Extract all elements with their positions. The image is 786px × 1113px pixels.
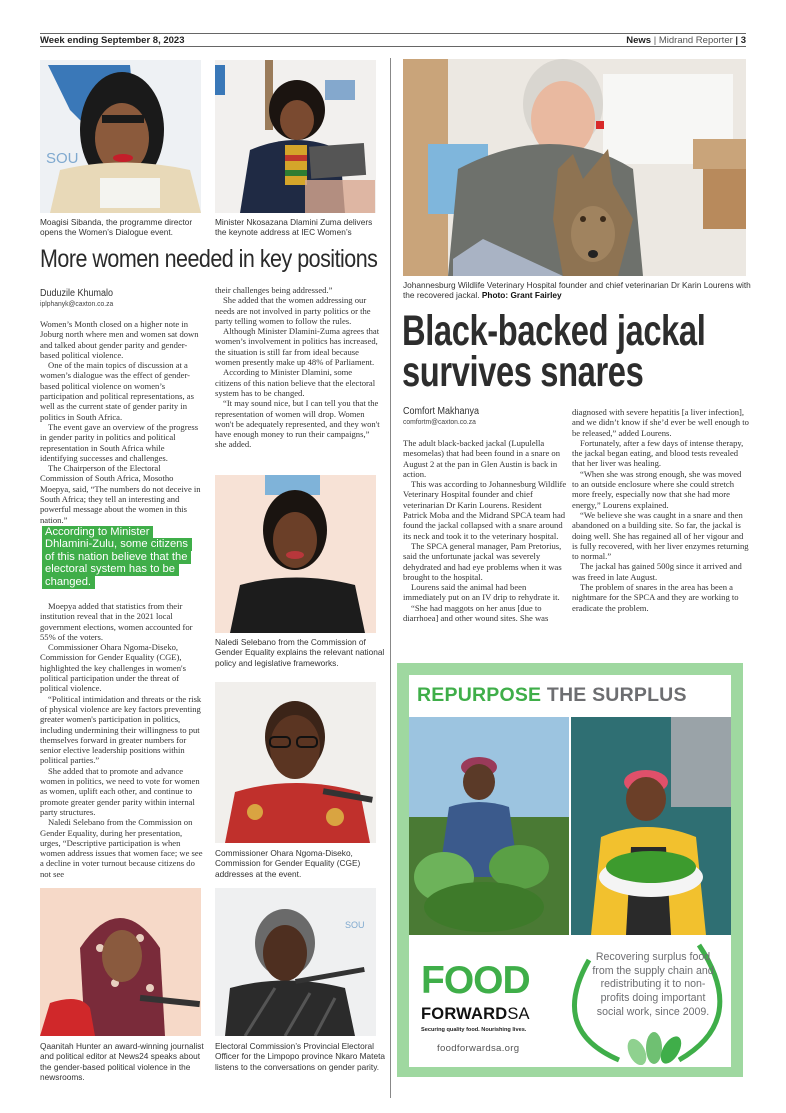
svg-text:SOU: SOU	[46, 150, 79, 167]
column-divider	[390, 58, 391, 1098]
photo-caption: Minister Nkosazana Dlamini Zuma delivers the keynote address at IEC Women’s	[215, 217, 373, 238]
food-forward-logo: FOOD	[421, 959, 530, 1002]
paragraph: Commissioner Ohara Ngoma-Diseko, Commission for Gender Equality (CGE), highlighted the key challenges in women's political participation under the threat of political violence.	[40, 642, 186, 694]
paragraph: Moepya added that statistics from their institution reveal that in the 2021 local government elections, women accounted for 55% of the voters.	[40, 601, 193, 642]
page-folio: News | Midrand Reporter | 3	[626, 34, 746, 46]
author-byline: Duduzile Khumalo	[40, 288, 114, 299]
food-forward-wordmark: FORWARDSA	[421, 1005, 530, 1023]
photo-caption: Commissioner Ohara Ngoma-Diseko, Commission for Gender Equality (CGE) addresses at the event.	[215, 848, 361, 879]
photo-ohara-ngoma-diseko	[215, 682, 376, 843]
paragraph: Naledi Selebano from the Commission on Gender Equality, during her presentation, urges, “Descriptive participation is when women address issues that women face; we see a decline in voter turnout because citizens do not see	[40, 817, 203, 879]
advert-slogan: Securing quality food. Nourishing lives.	[421, 1027, 527, 1033]
photo-qaanitah-hunter	[40, 888, 201, 1036]
advert-tagline: Recovering surplus food from the supply chain and redistributing it to non-profits doing important social work, since 2009.	[592, 951, 714, 1018]
paragraph: diagnosed with severe hepatitis [a liver infection], and we didn’t know if she’d ever be well enough to be released,” added Lourens.	[572, 407, 749, 438]
photo-credit: Photo: Grant Fairley	[481, 290, 562, 301]
paragraph: Fortunately, after a few days of intense therapy, the jackal began eating, and blood tests revealed that her liver was healing.	[572, 437, 744, 469]
paragraph: The event gave an overview of the progress in gender parity in politics and political representation in South Africa while identifying successes and challenges.	[40, 421, 199, 463]
paragraph: The Chairperson of the Electoral Commission of South Africa, Mosotho Moepya, said, “The numbers do not deceive in South Africa; they tell an interesting and powerful message about the women in this nation.”	[40, 463, 201, 525]
paragraph: She added that the women addressing our needs are not involved in party politics or the party telling women to follow the rules.	[215, 295, 371, 326]
paragraph: Lourens said the animal had been immediately put on an IV drip to rehydrate it.	[403, 582, 560, 603]
paragraph: The adult black-backed jackal (Lupulella mesomelas) that had been found in a snare on August 2 at the pan in Glen Austin is back in action.	[403, 438, 561, 479]
article-headline: Black-backed jackal survives snares	[402, 307, 706, 396]
photo-caption: Naledi Selebano from the Commission of Gender Equality explains the relevant national policy and legislative frameworks.	[215, 637, 385, 668]
photo-nkaro-mateta	[215, 888, 376, 1036]
paragraph: their challenges being addressed.”	[215, 285, 333, 295]
article-headline: More women needed in key positions	[40, 245, 378, 273]
paragraph: “She had maggots on her anus [due to diarrhoea] and other wound sites. She was	[403, 602, 549, 624]
article-column-1-continued	[40, 601, 204, 879]
page-number: 3	[740, 34, 746, 46]
page-header	[40, 33, 746, 47]
paragraph: She added that to promote and advance women in politics, we need to vote for women as women, uplift each other, and continue to promote greater gender parity within internal party structures.	[40, 765, 200, 817]
paragraph: Women’s Month closed on a higher note in Joburg north where men and women sat down and talked about gender parity and gender-based political violence.	[40, 319, 199, 360]
paragraph: According to Minister Dlamini, some citizens of this nation believe that the electoral system has to be changed.	[215, 367, 376, 398]
photo-jackal-with-vet	[403, 59, 746, 276]
section-name: News	[626, 34, 652, 46]
paragraph: “We believe she was caught in a snare and then abandoned on a building site. So far, the jackal is doing well. She has regained all of her vigour and is fully recovered, with her liver enzymes returning to normal.”	[572, 509, 749, 562]
advert-url-link[interactable]: foodforwardsa.org	[437, 1043, 520, 1054]
photo-caption: Moagisi Sibanda, the programme director opens the Women’s Dialogue event.	[40, 217, 193, 238]
paragraph: The SPCA general manager, Pam Pretorius, said the unfortunate jackal was severely dehydrated and had eye problems when it was brought to the hospital.	[403, 540, 562, 582]
issue-date: Week ending September 8, 2023	[40, 34, 185, 46]
article-column-1	[40, 319, 204, 525]
publication-name: Midrand Reporter	[658, 34, 733, 46]
photo-caption: Qaanitah Hunter an award-winning journalist and political editor at News24 speaks about the gender-based political violence in the newsrooms.	[40, 1041, 204, 1082]
author-email: comfortm@caxton.co.za	[403, 417, 476, 426]
advert-title: REPURPOSE THE SURPLUS	[417, 684, 687, 706]
paragraph: Although Minister Dlamini-Zuma agrees that women’s involvement in politics has increased, the situation is still far from ideal because women presently make up 48% of Parliament.	[215, 326, 380, 368]
article-column-2	[572, 407, 750, 613]
paragraph: This was according to Johannesburg Wildlife Veterinary Hospital founder and chief veterinarian Dr Karin Lourens. Resident Patrick Moba and the Midrand SPCA team had found the jackal collapsed with a snare around its neck and took it to the veterinary hospital.	[403, 479, 567, 541]
paragraph: “Political intimidation and threats or the risk of physical violence are key factors preventing greater women's participation in politics, including undermining their willingness to put themselves forward in greater numbers for senior elective leadership positions within political parties.”	[40, 693, 202, 766]
advert-panel	[409, 675, 731, 1067]
advert-food-forward-sa[interactable]	[397, 663, 743, 1077]
paragraph: One of the main topics of discussion at a women’s dialogue was the effect of gender-based political violence on women’s participation and political representations, as well as the current state of gender parity in politics in South Africa.	[40, 360, 194, 422]
photo-minister-dlamini-zuma	[215, 60, 376, 213]
article-column-1	[403, 438, 568, 623]
author-email: iplphanyk@caxton.co.za	[40, 299, 114, 308]
advert-photo-chef	[571, 717, 731, 935]
paragraph: The problem of snares in the area has been a nightmare for the SPCA and they are working to eradicate the problem.	[572, 582, 739, 613]
paragraph: The jackal has gained 500g since it arrived and was freed in late August.	[572, 561, 742, 582]
svg-text:SOU: SOU	[345, 920, 365, 930]
photo-moagisi-sibanda	[40, 60, 201, 213]
author-byline: Comfort Makhanya	[403, 406, 480, 417]
article-column-2	[215, 285, 380, 450]
paragraph: “It may sound nice, but I can tell you that the representation of women will drop. Women won't be adequately represented, and they won't have enough money to run their campaigns,” she added.	[215, 398, 380, 450]
photo-naledi-selebano	[215, 475, 376, 633]
paragraph: “When she was strong enough, she was moved to an outside enclosure where she could stretch more freely, especially now that she had more energy,” Lourens explained.	[572, 468, 742, 510]
advert-photo-farmer	[409, 717, 569, 935]
photo-caption: Electoral Commission’s Provincial Electoral Officer for the Limpopo province Nkaro Mateta listens to the conversations on gender parity.	[215, 1041, 386, 1072]
photo-caption: Johannesburg Wildlife Veterinary Hospital founder and chief veterinarian Dr Karin Lourens with the recovered jackal. Photo: Grant Fairley	[403, 280, 751, 301]
pull-quote: According to Minister Dhlamini-Zulu, some citizens of this nation believe that the electoral system has to be changed.	[42, 526, 194, 588]
